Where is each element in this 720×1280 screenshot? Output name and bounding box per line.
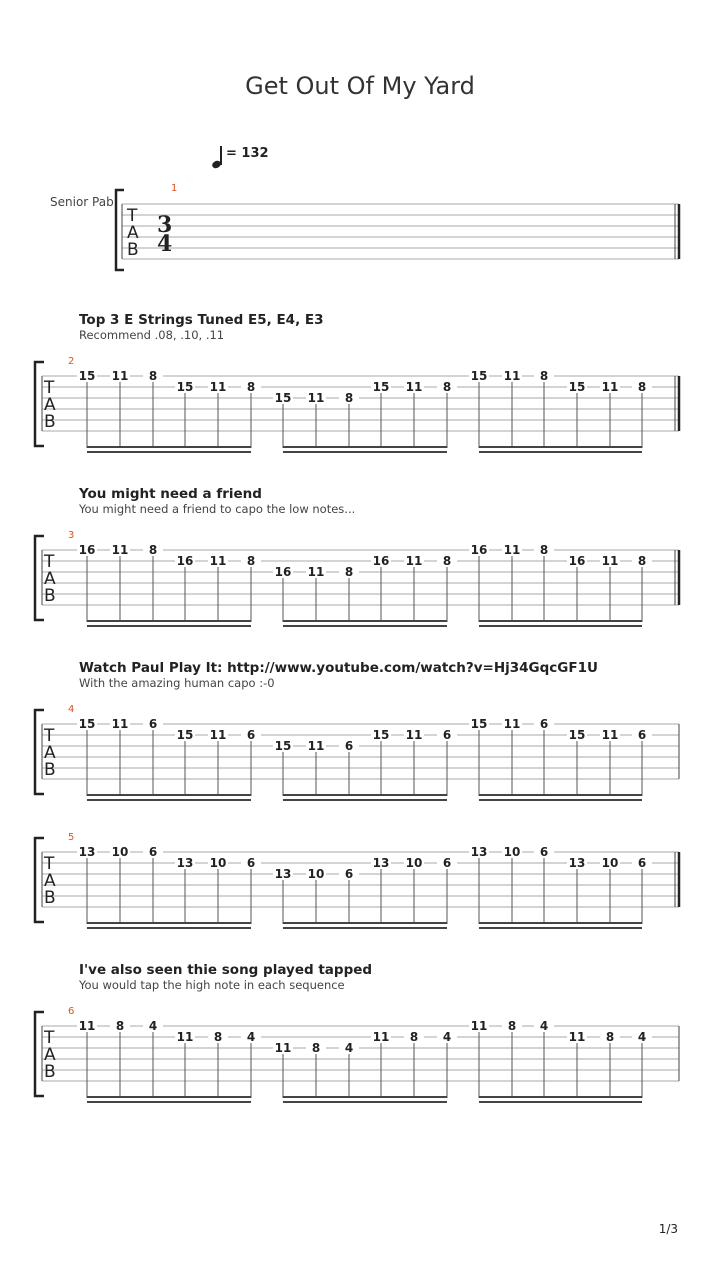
fret-number: 16 <box>470 543 488 557</box>
fret-number: 10 <box>307 867 325 881</box>
tab-system <box>0 352 720 462</box>
fret-number: 4 <box>539 1019 549 1033</box>
fret-number: 6 <box>637 856 647 870</box>
section-subtitle-1: Recommend .08, .10, .11 <box>79 328 225 342</box>
fret-number: 8 <box>148 543 158 557</box>
fret-number: 8 <box>213 1030 223 1044</box>
fret-number: 10 <box>503 845 521 859</box>
system-bracket <box>35 710 44 794</box>
fret-number: 11 <box>568 1030 586 1044</box>
tab-letter: A <box>44 743 56 763</box>
fret-number: 11 <box>405 380 423 394</box>
tab-letter: B <box>44 586 56 606</box>
fret-number: 11 <box>307 739 325 753</box>
section-subtitle-4: You would tap the high note in each sequence <box>79 978 345 992</box>
system-bracket <box>35 362 44 446</box>
measure-number: 4 <box>68 704 75 715</box>
fret-number: 15 <box>176 380 194 394</box>
fret-number: 11 <box>209 554 227 568</box>
fret-number: 8 <box>442 554 452 568</box>
fret-number: 15 <box>176 728 194 742</box>
tab-letter: B <box>44 1062 56 1082</box>
fret-number: 11 <box>307 565 325 579</box>
fret-number: 11 <box>601 380 619 394</box>
system-bracket <box>35 536 44 620</box>
fret-number: 15 <box>274 739 292 753</box>
system-bracket <box>35 838 44 922</box>
section-subtitle-3: With the amazing human capo :-0 <box>79 676 275 690</box>
fret-number: 6 <box>246 728 256 742</box>
tab-letter: B <box>44 760 56 780</box>
fret-number: 11 <box>372 1030 390 1044</box>
tab-system <box>0 526 720 636</box>
tab-system <box>0 828 720 938</box>
fret-number: 8 <box>507 1019 517 1033</box>
fret-number: 15 <box>78 369 96 383</box>
fret-number: 16 <box>568 554 586 568</box>
fret-number: 13 <box>274 867 292 881</box>
fret-number: 8 <box>409 1030 419 1044</box>
tab-letter: A <box>44 395 56 415</box>
tab-letter: A <box>44 871 56 891</box>
fret-number: 11 <box>470 1019 488 1033</box>
system-bracket <box>35 1012 44 1096</box>
fret-number: 4 <box>637 1030 647 1044</box>
fret-number: 4 <box>442 1030 452 1044</box>
fret-number: 15 <box>470 717 488 731</box>
fret-number: 8 <box>539 369 549 383</box>
measure-number: 2 <box>68 356 75 367</box>
fret-number: 10 <box>405 856 423 870</box>
fret-number: 8 <box>115 1019 125 1033</box>
section-subtitle-2: You might need a friend to capo the low notes... <box>79 502 356 516</box>
tab-system <box>0 1002 720 1112</box>
fret-number: 11 <box>111 543 129 557</box>
section-title-2: You might need a friend <box>79 486 262 502</box>
section-title-3: Watch Paul Play It: http://www.youtube.com/watch?v=Hj34GqcGF1U <box>79 660 598 676</box>
fret-number: 8 <box>637 554 647 568</box>
tab-letter: B <box>44 412 56 432</box>
instrument-name: Senior Pab <box>50 195 114 209</box>
tab-letter: A <box>44 1045 56 1065</box>
tab-system <box>0 700 720 810</box>
fret-number: 15 <box>568 728 586 742</box>
fret-number: 6 <box>442 856 452 870</box>
fret-number: 6 <box>637 728 647 742</box>
fret-number: 11 <box>274 1041 292 1055</box>
tab-letter: T <box>44 552 55 572</box>
fret-number: 15 <box>568 380 586 394</box>
fret-number: 8 <box>605 1030 615 1044</box>
fret-number: 11 <box>503 543 521 557</box>
fret-number: 8 <box>246 554 256 568</box>
tab-staff-intro <box>0 180 720 275</box>
fret-number: 13 <box>568 856 586 870</box>
quarter-note-stem <box>220 146 222 165</box>
fret-number: 6 <box>148 717 158 731</box>
tab-letter: B <box>44 888 56 908</box>
fret-number: 11 <box>503 717 521 731</box>
staff-lines <box>122 204 679 259</box>
fret-number: 11 <box>209 380 227 394</box>
fret-number: 8 <box>311 1041 321 1055</box>
tempo-value: = 132 <box>226 146 269 161</box>
fret-number: 13 <box>78 845 96 859</box>
fret-number: 16 <box>78 543 96 557</box>
fret-number: 13 <box>372 856 390 870</box>
fret-number: 6 <box>246 856 256 870</box>
fret-number: 4 <box>148 1019 158 1033</box>
fret-number: 13 <box>470 845 488 859</box>
tab-letter: A <box>44 569 56 589</box>
fret-number: 11 <box>307 391 325 405</box>
fret-number: 4 <box>246 1030 256 1044</box>
tab-letter: T <box>44 726 55 746</box>
tab-letter-t: T <box>127 206 138 226</box>
fret-number: 11 <box>78 1019 96 1033</box>
fret-number: 6 <box>442 728 452 742</box>
time-signature-bottom: 4 <box>157 231 173 257</box>
fret-number: 8 <box>539 543 549 557</box>
fret-number: 15 <box>470 369 488 383</box>
tab-letter: T <box>44 854 55 874</box>
fret-number: 11 <box>111 717 129 731</box>
fret-number: 10 <box>209 856 227 870</box>
fret-number: 15 <box>372 728 390 742</box>
fret-number: 6 <box>344 739 354 753</box>
fret-number: 8 <box>637 380 647 394</box>
fret-number: 11 <box>405 554 423 568</box>
section-title-1: Top 3 E Strings Tuned E5, E4, E3 <box>79 312 324 328</box>
tab-letter: T <box>44 1028 55 1048</box>
page-number: 1/3 <box>658 1222 678 1236</box>
song-title: Get Out Of My Yard <box>245 72 475 100</box>
fret-number: 6 <box>539 845 549 859</box>
fret-number: 15 <box>78 717 96 731</box>
fret-number: 6 <box>344 867 354 881</box>
fret-number: 8 <box>148 369 158 383</box>
fret-number: 11 <box>601 728 619 742</box>
tab-letter-b: B <box>127 240 139 260</box>
fret-number: 16 <box>274 565 292 579</box>
fret-number: 15 <box>274 391 292 405</box>
fret-number: 8 <box>246 380 256 394</box>
fret-number: 10 <box>601 856 619 870</box>
fret-number: 6 <box>148 845 158 859</box>
measure-number: 6 <box>68 1006 75 1017</box>
fret-number: 11 <box>209 728 227 742</box>
fret-number: 6 <box>539 717 549 731</box>
measure-number: 5 <box>68 832 75 843</box>
fret-number: 13 <box>176 856 194 870</box>
fret-number: 4 <box>344 1041 354 1055</box>
fret-number: 11 <box>503 369 521 383</box>
fret-number: 11 <box>405 728 423 742</box>
measure-number: 3 <box>68 530 75 541</box>
fret-number: 11 <box>176 1030 194 1044</box>
fret-number: 8 <box>442 380 452 394</box>
fret-number: 11 <box>601 554 619 568</box>
measure-number: 1 <box>171 183 178 194</box>
time-signature-top: 3 <box>157 212 173 238</box>
section-title-4: I've also seen thie song played tapped <box>79 962 373 978</box>
fret-number: 16 <box>176 554 194 568</box>
fret-number: 16 <box>372 554 390 568</box>
fret-number: 8 <box>344 391 354 405</box>
tab-letter-a: A <box>127 223 139 243</box>
system-bracket <box>116 190 124 270</box>
tab-letter: T <box>44 378 55 398</box>
fret-number: 10 <box>111 845 129 859</box>
fret-number: 15 <box>372 380 390 394</box>
fret-number: 8 <box>344 565 354 579</box>
fret-number: 11 <box>111 369 129 383</box>
